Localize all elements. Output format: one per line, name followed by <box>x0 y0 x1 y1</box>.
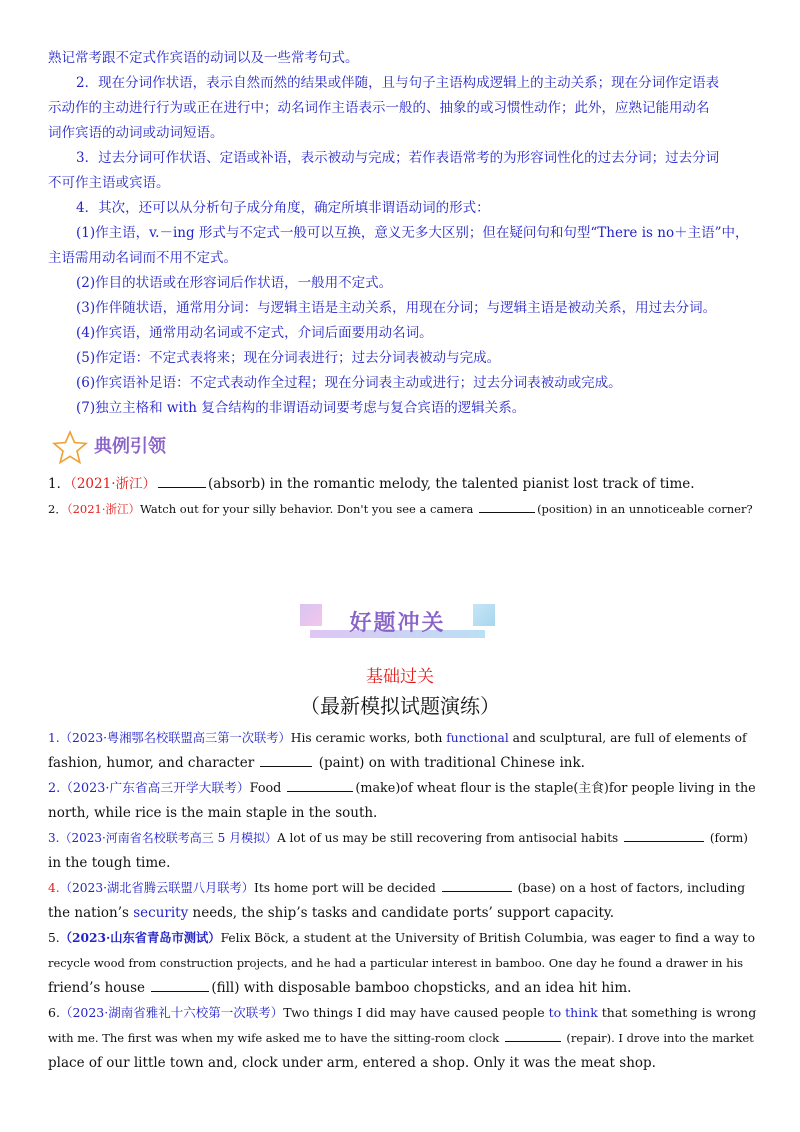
answer-blank[interactable] <box>442 878 512 892</box>
answer-blank[interactable] <box>624 828 704 842</box>
keyword: to think <box>548 1005 598 1020</box>
level-title: 基础过关 <box>366 667 434 687</box>
item-number: 6. <box>48 1005 60 1020</box>
question-3-cont: in the tough time. <box>48 855 171 871</box>
note-line: (1)作主语，v.－ing 形式与不定式一般可以互换，意义无多大区别；但在疑问句和句型“There is no＋主语”中， <box>76 225 749 241</box>
note-line: 4．其次，还可以从分析句子成分角度，确定所填非谓语动词的形式： <box>76 200 490 216</box>
keyword: security <box>133 905 189 921</box>
item-number: 3. <box>48 831 60 845</box>
section-banner <box>300 600 495 644</box>
star-icon <box>52 430 88 464</box>
item-text: (base) on a host of factors, including <box>513 881 746 895</box>
note-line: (6)作宾语补足语：不定式表动作全过程；现在分词表主动或进行；过去分词表被动或完成。 <box>76 375 622 391</box>
question-5 <box>48 928 755 948</box>
note-line: 示动作的主动进行行为或正在进行中；动名词作主语表示一般的、抽象的或习惯性动作；此外，应熟记能用动名 <box>48 100 710 116</box>
example-item <box>48 499 753 519</box>
item-text: Its home port will be decided <box>254 881 440 895</box>
item-number: 2. <box>48 781 61 796</box>
item-text: (form) <box>706 831 748 845</box>
item-number: 5. <box>48 931 60 945</box>
item-text: friend’s house <box>48 980 150 996</box>
item-text: the nation’s <box>48 905 134 921</box>
source-tag: （2023·湖北省腾云联盟八月联考） <box>59 881 255 895</box>
item-text: A lot of us may be still recovering from antisocial habits <box>277 831 623 845</box>
source-tag: （2023·广东省高三开学大联考） <box>60 781 250 796</box>
item-text: Watch out for your silly behavior. Don't you see a camera <box>140 502 478 516</box>
note-line: 不可作主语或宾语。 <box>48 175 170 191</box>
question-6-cont <box>48 1028 754 1048</box>
item-text: needs, the ship’s tasks and candidate ports’ support capacity. <box>188 905 615 921</box>
note-line: 3．过去分词可作状语、定语或补语，表示被动与完成；若作表语常考的为形容词性化的过去分词；过去分词 <box>76 150 720 166</box>
item-number: 2． <box>48 502 67 516</box>
item-text: (absorb) in the romantic melody, the talented pianist lost track of time. <box>208 476 695 492</box>
question-4-cont <box>48 903 614 923</box>
note-line: 2．现在分词作状语，表示自然而然的结果或伴随，且与句子主语构成逻辑上的主动关系；现在分词作定语表 <box>76 75 720 91</box>
answer-blank[interactable] <box>505 1028 561 1042</box>
question-6-cont: place of our little town and, clock under arm, entered a shop. Only it was the meat shop. <box>48 1055 656 1071</box>
item-text: fashion, humor, and character <box>48 755 259 771</box>
item-text: Food <box>249 781 286 796</box>
question-1-cont <box>48 753 585 773</box>
question-6 <box>48 1003 756 1023</box>
keyword: functional <box>446 731 509 745</box>
source-tag: （2023·山东省青岛市测试） <box>59 930 221 945</box>
question-5-cont: recycle wood from construction projects, and he had a particular interest in bamboo. One day he found a drawer in his <box>48 956 744 970</box>
note-line: (3)作伴随状语，通常用分词：与逻辑主语是主动关系，用现在分词；与逻辑主语是被动关系，用过去分词。 <box>76 300 717 316</box>
source-tag: （2021·浙江） <box>70 476 156 492</box>
item-text: (position) in an unnoticeable corner? <box>537 502 753 516</box>
item-text: His ceramic works, both <box>290 731 447 745</box>
note-line: (5)作定语：不定式表将来；现在分词表进行；过去分词表被动与完成。 <box>76 350 501 366</box>
question-3 <box>48 828 748 848</box>
item-text: Two things I did may have caused people <box>283 1005 549 1020</box>
example-item <box>48 474 695 494</box>
source-tag: （2021·浙江） <box>66 502 140 516</box>
question-5-cont <box>48 978 631 998</box>
question-1 <box>48 728 747 748</box>
item-number: 1． <box>48 476 71 492</box>
item-text: with me. The first was when my wife asked me to have the sitting-room clock <box>48 1031 503 1045</box>
note-line: (2)作目的状语或在形容词后作状语，一般用不定式。 <box>76 275 393 291</box>
item-text: (repair). I drove into the market <box>562 1031 754 1045</box>
item-text: (paint) on with traditional Chinese ink. <box>314 755 585 771</box>
item-text: that something is wrong <box>597 1005 757 1020</box>
question-4 <box>48 878 745 898</box>
item-number: 1. <box>48 731 60 745</box>
item-text: (fill) with disposable bamboo chopsticks, and an idea hit him. <box>211 980 632 996</box>
answer-blank[interactable] <box>287 778 353 792</box>
example-heading-text: 典例引领 <box>94 436 166 457</box>
banner-title: 好题冲关 <box>349 611 446 636</box>
item-text: and sculptural, are full of elements of <box>508 731 747 745</box>
source-tag: （2023·粤湘鄂名校联盟高三第一次联考） <box>59 731 291 745</box>
source-tag: （2023·河南省名校联考高三 5 月模拟） <box>59 831 278 845</box>
question-2-cont: north, while rice is the main staple in the south. <box>48 805 378 821</box>
answer-blank[interactable] <box>260 753 312 767</box>
answer-blank[interactable] <box>479 499 535 513</box>
source-tag: （2023·湖南省雅礼十六校第一次联考） <box>59 1005 284 1020</box>
note-line: 词作宾语的动词或动词短语。 <box>48 125 224 141</box>
sub-title: （最新模拟试题演练） <box>300 694 500 718</box>
answer-blank[interactable] <box>151 978 209 992</box>
item-number: 4. <box>48 881 60 895</box>
item-text: (make)of wheat flour is the staple(主食)for people living in the <box>355 781 756 796</box>
note-line: 熟记常考跟不定式作宾语的动词以及一些常考句式。 <box>48 50 359 66</box>
question-2 <box>48 778 756 799</box>
note-line: (7)独立主格和 with 复合结构的非谓语动词要考虑与复合宾语的逻辑关系。 <box>76 400 526 416</box>
note-line: 主语需用动名词而不用不定式。 <box>48 250 237 266</box>
answer-blank[interactable] <box>158 474 206 488</box>
note-line: (4)作宾语，通常用动名词或不定式，介词后面要用动名词。 <box>76 325 433 341</box>
item-text: Felix Böck, a student at the University of British Columbia, was eager to find a way to <box>220 931 755 945</box>
